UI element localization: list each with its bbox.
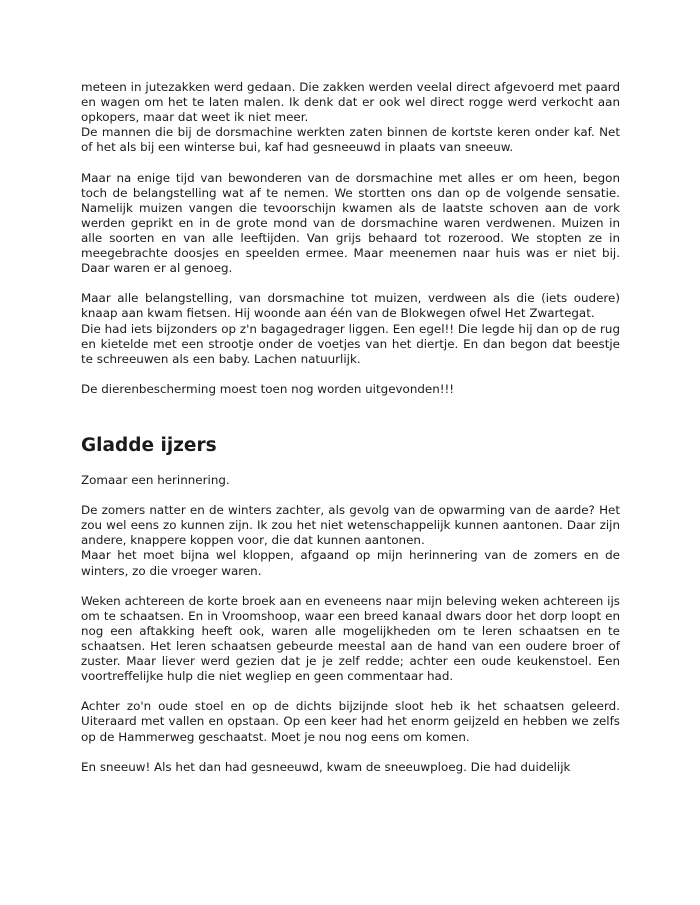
paragraph: De zomers natter en de winters zachter, als gevolg van de opwarming van de aarde? Het zou wel eens zo kunnen zijn. Ik zou het niet wetenschappelijk kunnen aantonen. Daar zijn andere, knappere koppen voor, die dat kunnen aantonen. bbox=[81, 503, 620, 548]
paragraph: Zomaar een herinnering. bbox=[81, 472, 230, 487]
paragraph: De dierenbescherming moest toen nog worden uitgevonden!!! bbox=[81, 381, 455, 396]
paragraph: Maar alle belangstelling, van dorsmachine tot muizen, verdween als die (iets oudere) knaap aan kwam fietsen. Hij woonde aan één van de Blokwegen ofwel Het Zwartegat. bbox=[81, 291, 620, 321]
paragraph: Weken achtereen de korte broek aan en eveneens naar mijn beleving weken achtereen ijs om te schaatsen. En in Vroomshoop, waar een breed kanaal dwars door het dorp loopt en nog een aftakking heeft ook, waren alle mogelijkheden om te leren schaatsen en te schaatsen. Het leren schaatsen gebeurde meestal aan de hand van een oudere broer of zuster. Maar liever werd gezien dat je je zelf redde; achter een oude keukenstoel. Een voortreffelijke hulp die niet wegliep en geen commentaar had. bbox=[81, 593, 620, 684]
paragraph: Achter zo'n oude stoel en op de dichts bijzijnde sloot heb ik het schaatsen geleerd. Uiteraard met vallen en opstaan. Op een keer had het enorm geijzeld en hebben we zelfs op de Hammerweg geschaatst. Moet je nou nog eens om komen. bbox=[81, 699, 620, 744]
paragraph: meteen in jutezakken werd gedaan. Die zakken werden veelal direct afgevoerd met paard en wagen om het te laten malen. Ik denk dat er ook wel direct rogge werd verkocht aan opkopers, maar dat weet ik niet meer. bbox=[81, 80, 620, 125]
paragraph: Die had iets bijzonders op z'n bagagedrager liggen. Een egel!! Die legde hij dan op de rug en kietelde met een strootje onder de voetjes van het diertje. En dan begon dat beestje te schreeuwen als een baby. Lachen natuurlijk. bbox=[81, 321, 620, 366]
section-heading: Gladde ijzers bbox=[81, 434, 217, 456]
paragraph: En sneeuw! Als het dan had gesneeuwd, kwam de sneeuwploeg. Die had duidelijk bbox=[81, 759, 571, 774]
paragraph: Maar na enige tijd van bewonderen van de dorsmachine met alles er om heen, begon toch de belangstelling wat af te nemen. We stortten ons dan op de volgende sensatie. Namelijk muizen vangen die tevoorschijn kwamen als de laatste schoven aan de vork werden geprikt en in de grote mond van de dorsmachine waren verdwenen. Muizen in alle soorten en van alle leeftijden. Van grijs behaard tot rozerood. We stopten ze in meegebrachte doosjes en speelden ermee. Maar meenemen naar huis was er niet bij. Daar waren er al genoeg. bbox=[81, 170, 620, 276]
paragraph: Maar het moet bijna wel kloppen, afgaand op mijn herinnering van de zomers en de winters, zo die vroeger waren. bbox=[81, 548, 620, 578]
document-page bbox=[81, 80, 620, 775]
paragraph: De mannen die bij de dorsmachine werkten zaten binnen de kortste keren onder kaf. Net of het als bij een winterse bui, kaf had gesneeuwd in plaats van sneeuw. bbox=[81, 125, 620, 155]
